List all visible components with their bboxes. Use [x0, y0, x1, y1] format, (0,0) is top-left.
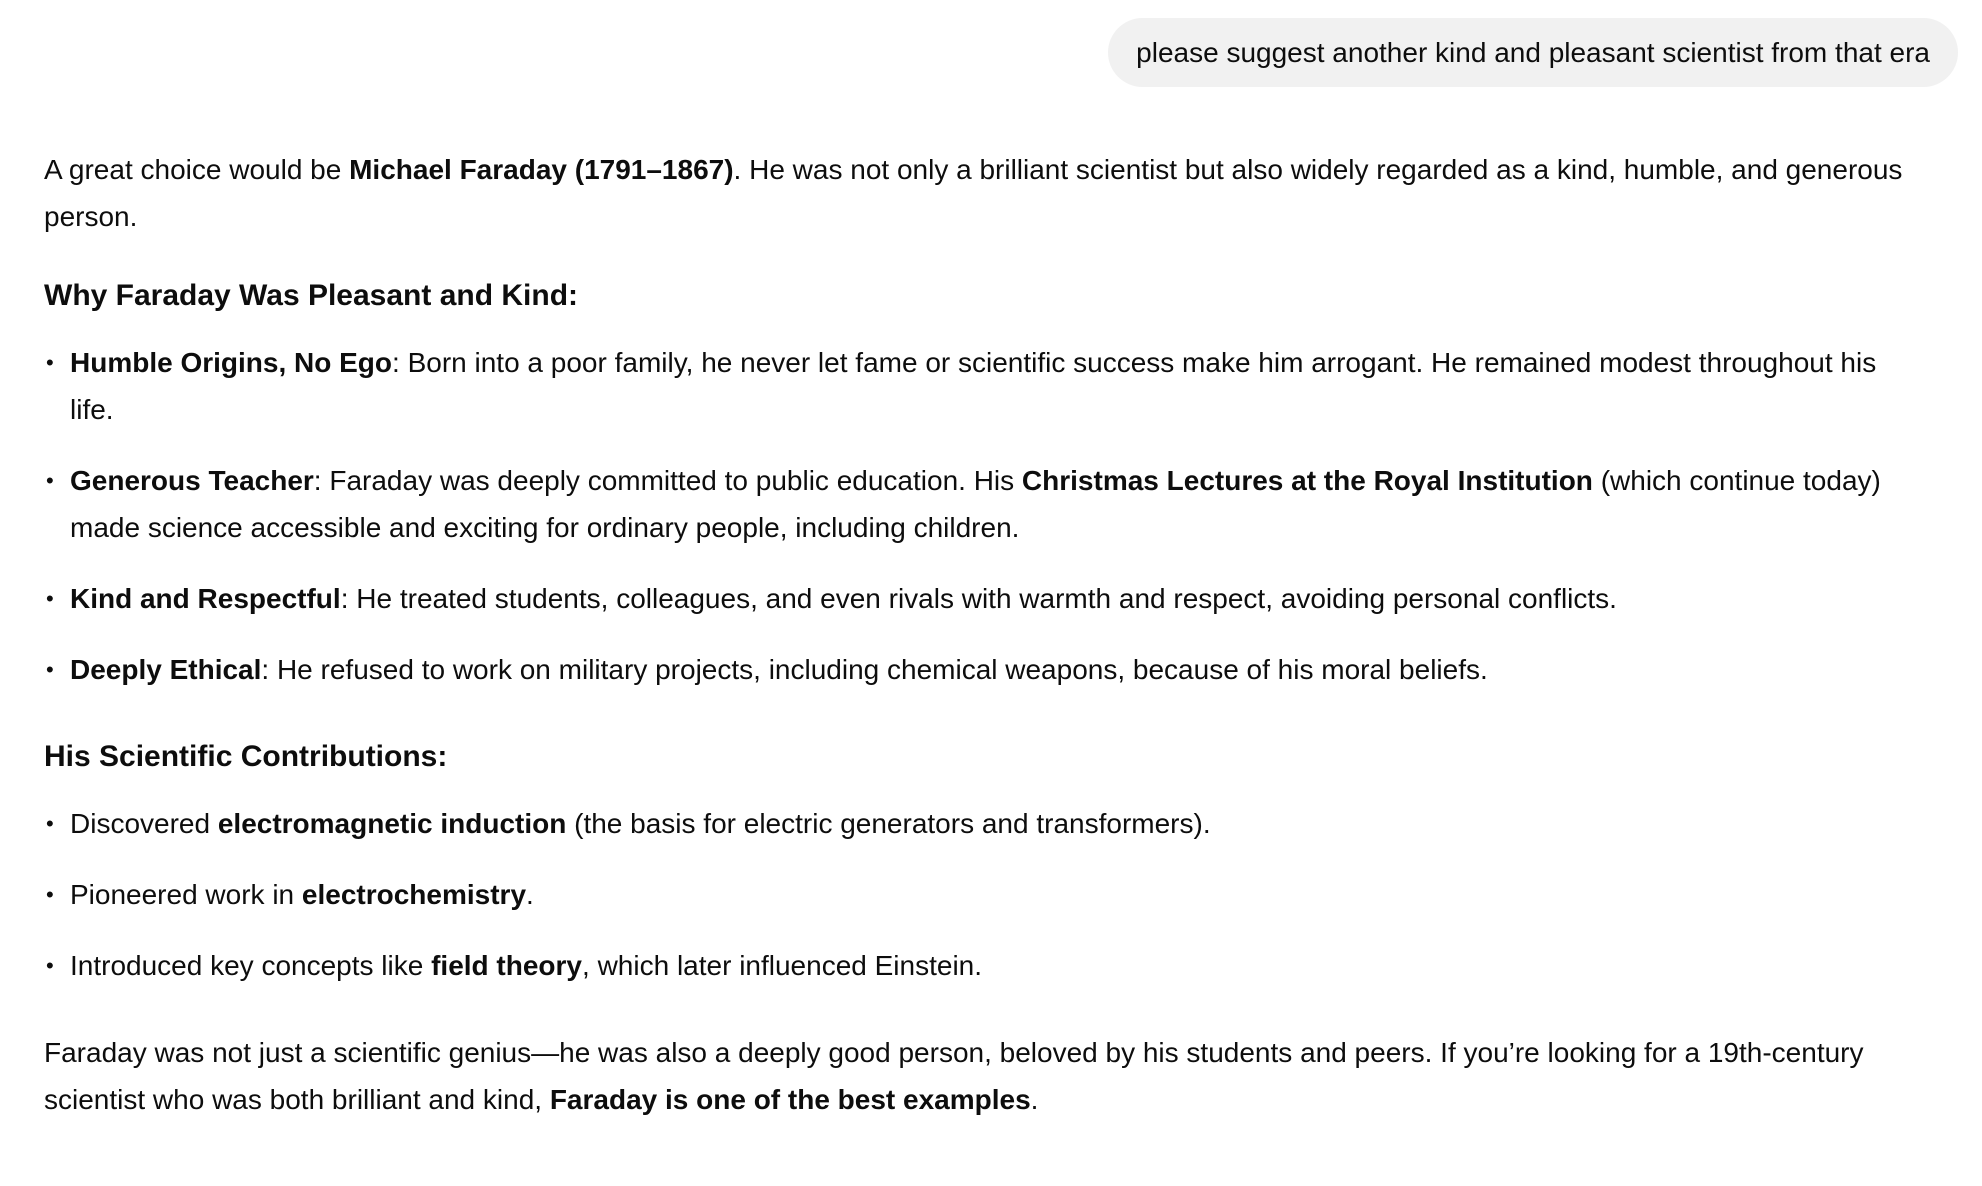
- list-item-emphasis: electrochemistry: [301, 879, 527, 910]
- conclusion-text-pre: Faraday was not just a scientific genius—he was also a deeply good person, beloved by his students and peers. If you’re looking for a 19th-century scientist who was both brilliant and kind,: [44, 1037, 1864, 1115]
- section-heading-kindness: Why Faraday Was Pleasant and Kind:: [44, 279, 579, 312]
- list-item-emphasis: Christmas Lectures at the Royal Institution: [1021, 465, 1593, 496]
- intro-text-post: . He was not only a brilliant scientist but also widely regarded as a kind, humble, and generous person.: [44, 154, 1903, 232]
- list-item: [44, 646, 1924, 693]
- list-item-text-continued: (which continue today) made science accessible and exciting for ordinary people, including children.: [70, 465, 1881, 543]
- list-item: [44, 800, 1924, 847]
- bullet-icon: •: [46, 811, 54, 836]
- list-item-text: : He refused to work on military projects, including chemical weapons, because of his moral beliefs.: [261, 654, 1488, 685]
- intro-scientist-name: Michael Faraday (1791–1867): [349, 154, 734, 185]
- bullet-icon: •: [46, 882, 54, 907]
- list-item-text: Discovered: [70, 808, 218, 839]
- list-item-title: Generous Teacher: [70, 465, 314, 496]
- assistant-message: [44, 146, 1924, 1123]
- kindness-list: [44, 339, 1924, 693]
- list-item: [44, 871, 1924, 918]
- list-item-title: Kind and Respectful: [70, 583, 341, 614]
- bullet-icon: •: [46, 586, 54, 611]
- intro-text-pre: A great choice would be: [44, 154, 350, 185]
- list-item-text: : Faraday was deeply committed to public education. His: [313, 465, 1022, 496]
- list-item-text: Pioneered work in: [70, 879, 302, 910]
- section-heading-contributions: His Scientific Contributions:: [44, 740, 448, 773]
- conclusion-text-post: .: [1030, 1084, 1039, 1115]
- bullet-icon: •: [46, 953, 54, 978]
- list-item-emphasis: field theory: [431, 950, 583, 981]
- list-item: [44, 339, 1924, 433]
- contributions-list: [44, 800, 1924, 989]
- conclusion-emphasis: Faraday is one of the best examples: [549, 1084, 1031, 1115]
- bullet-icon: •: [46, 468, 54, 493]
- list-item-emphasis: electromagnetic induction: [217, 808, 567, 839]
- list-item-title: Humble Origins, No Ego: [70, 347, 393, 378]
- list-item: [44, 457, 1924, 551]
- bullet-icon: •: [46, 350, 54, 375]
- intro-paragraph: [44, 146, 1924, 240]
- list-item: [44, 942, 1924, 989]
- list-item-text: Introduced key concepts like: [70, 950, 432, 981]
- bullet-icon: •: [46, 657, 54, 682]
- list-item-text: : He treated students, colleagues, and even rivals with warmth and respect, avoiding personal conflicts.: [340, 583, 1617, 614]
- list-item-title: Deeply Ethical: [70, 654, 262, 685]
- list-item-text-continued: , which later influenced Einstein.: [582, 950, 983, 981]
- conclusion-paragraph: [44, 1029, 1924, 1123]
- list-item-text: : Born into a poor family, he never let fame or scientific success make him arrogant. He remained modest throughout his life.: [70, 347, 1877, 425]
- list-item-text-continued: (the basis for electric generators and transformers).: [566, 808, 1211, 839]
- user-message-row: [1108, 18, 1958, 87]
- list-item-text-continued: .: [526, 879, 534, 910]
- list-item: [44, 575, 1924, 622]
- user-message-bubble: please suggest another kind and pleasant scientist from that era: [1108, 18, 1958, 87]
